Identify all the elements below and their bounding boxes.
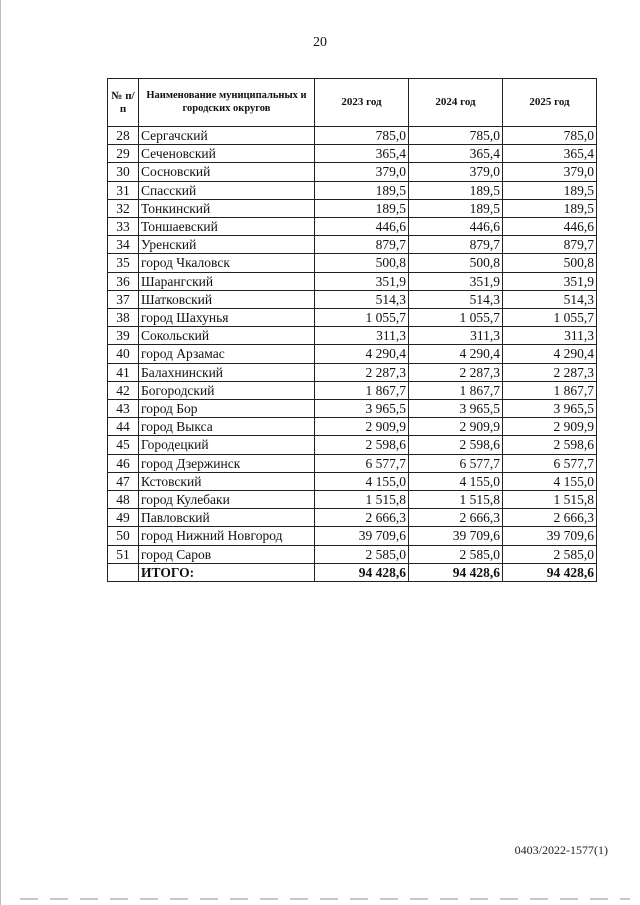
row-value-2023: 879,7 (315, 236, 409, 254)
budget-table (107, 78, 597, 582)
row-value-2023: 785,0 (315, 127, 409, 145)
row-name: Павловский (139, 509, 315, 527)
table-row (108, 381, 597, 399)
header-2024: 2024 год (409, 79, 503, 127)
row-value-2023: 6 577,7 (315, 454, 409, 472)
row-name: Сосновский (139, 163, 315, 181)
row-num: 38 (108, 309, 139, 327)
row-value-2024: 379,0 (409, 163, 503, 181)
row-num: 46 (108, 454, 139, 472)
table-row (108, 400, 597, 418)
table-row (108, 509, 597, 527)
table-row (108, 254, 597, 272)
row-num: 45 (108, 436, 139, 454)
row-value-2024: 1 867,7 (409, 381, 503, 399)
table-row (108, 145, 597, 163)
row-value-2025: 879,7 (503, 236, 597, 254)
table-body (108, 127, 597, 564)
table-row (108, 454, 597, 472)
row-value-2024: 1 055,7 (409, 309, 503, 327)
row-num: 33 (108, 218, 139, 236)
row-value-2025: 311,3 (503, 327, 597, 345)
table-row (108, 327, 597, 345)
row-name: Уренский (139, 236, 315, 254)
row-value-2024: 3 965,5 (409, 400, 503, 418)
row-value-2023: 2 909,9 (315, 418, 409, 436)
table-row (108, 545, 597, 563)
row-name: Тонкинский (139, 199, 315, 217)
total-2024: 94 428,6 (409, 563, 503, 581)
table-row (108, 290, 597, 308)
row-value-2024: 446,6 (409, 218, 503, 236)
row-num: 39 (108, 327, 139, 345)
row-num: 31 (108, 181, 139, 199)
row-value-2025: 2 585,0 (503, 545, 597, 563)
header-2023: 2023 год (315, 79, 409, 127)
row-value-2024: 351,9 (409, 272, 503, 290)
row-value-2024: 189,5 (409, 181, 503, 199)
row-value-2025: 189,5 (503, 199, 597, 217)
row-value-2024: 311,3 (409, 327, 503, 345)
table-row (108, 272, 597, 290)
table-row (108, 218, 597, 236)
table-header-row (108, 79, 597, 127)
row-name: Шарангский (139, 272, 315, 290)
row-value-2023: 2 287,3 (315, 363, 409, 381)
row-name: город Бор (139, 400, 315, 418)
row-name: город Арзамас (139, 345, 315, 363)
row-name: Спасский (139, 181, 315, 199)
row-value-2025: 514,3 (503, 290, 597, 308)
row-name: Сергачский (139, 127, 315, 145)
row-value-2025: 351,9 (503, 272, 597, 290)
row-value-2025: 1 867,7 (503, 381, 597, 399)
row-value-2024: 514,3 (409, 290, 503, 308)
scan-artifact (20, 898, 630, 900)
row-num: 43 (108, 400, 139, 418)
row-num: 47 (108, 472, 139, 490)
table-row (108, 181, 597, 199)
row-value-2023: 379,0 (315, 163, 409, 181)
row-value-2024: 4 155,0 (409, 472, 503, 490)
row-num: 48 (108, 491, 139, 509)
row-value-2025: 1 515,8 (503, 491, 597, 509)
row-name: Богородский (139, 381, 315, 399)
scan-margin-line (0, 0, 1, 905)
row-name: город Нижний Новгород (139, 527, 315, 545)
row-value-2023: 446,6 (315, 218, 409, 236)
row-value-2025: 4 155,0 (503, 472, 597, 490)
row-num: 28 (108, 127, 139, 145)
row-value-2025: 2 666,3 (503, 509, 597, 527)
row-value-2025: 4 290,4 (503, 345, 597, 363)
row-value-2024: 1 515,8 (409, 491, 503, 509)
row-num: 37 (108, 290, 139, 308)
row-value-2025: 785,0 (503, 127, 597, 145)
row-value-2024: 365,4 (409, 145, 503, 163)
row-num: 30 (108, 163, 139, 181)
document-code: 0403/2022-1577(1) (514, 843, 608, 857)
table-row (108, 472, 597, 490)
row-num: 32 (108, 199, 139, 217)
row-value-2025: 2 287,3 (503, 363, 597, 381)
total-2023: 94 428,6 (315, 563, 409, 581)
row-value-2024: 39 709,6 (409, 527, 503, 545)
table-row (108, 527, 597, 545)
header-num: № п/п (108, 79, 139, 127)
row-value-2023: 514,3 (315, 290, 409, 308)
row-value-2023: 3 965,5 (315, 400, 409, 418)
row-name: город Чкаловск (139, 254, 315, 272)
row-num: 50 (108, 527, 139, 545)
row-value-2023: 4 155,0 (315, 472, 409, 490)
table-row (108, 418, 597, 436)
table-row (108, 199, 597, 217)
row-value-2024: 2 666,3 (409, 509, 503, 527)
row-value-2023: 2 585,0 (315, 545, 409, 563)
row-value-2024: 2 909,9 (409, 418, 503, 436)
table-row (108, 236, 597, 254)
row-value-2024: 6 577,7 (409, 454, 503, 472)
row-num: 35 (108, 254, 139, 272)
total-2025: 94 428,6 (503, 563, 597, 581)
row-value-2023: 351,9 (315, 272, 409, 290)
row-value-2024: 2 598,6 (409, 436, 503, 454)
row-value-2024: 4 290,4 (409, 345, 503, 363)
row-value-2025: 379,0 (503, 163, 597, 181)
row-value-2025: 3 965,5 (503, 400, 597, 418)
row-value-2024: 879,7 (409, 236, 503, 254)
row-name: Сеченовский (139, 145, 315, 163)
table-row (108, 363, 597, 381)
header-2025: 2025 год (503, 79, 597, 127)
row-name: Сокольский (139, 327, 315, 345)
row-value-2024: 500,8 (409, 254, 503, 272)
row-value-2025: 500,8 (503, 254, 597, 272)
total-row (108, 563, 597, 581)
row-value-2023: 311,3 (315, 327, 409, 345)
table-row (108, 127, 597, 145)
row-value-2023: 189,5 (315, 199, 409, 217)
header-name: Наименование муниципальных и городских округов (139, 79, 315, 127)
row-value-2025: 189,5 (503, 181, 597, 199)
row-name: город Дзержинск (139, 454, 315, 472)
row-value-2025: 6 577,7 (503, 454, 597, 472)
row-value-2023: 365,4 (315, 145, 409, 163)
row-num: 49 (108, 509, 139, 527)
row-name: город Кулебаки (139, 491, 315, 509)
row-num: 44 (108, 418, 139, 436)
row-value-2025: 2 909,9 (503, 418, 597, 436)
row-value-2023: 1 055,7 (315, 309, 409, 327)
row-num: 40 (108, 345, 139, 363)
row-value-2024: 2 287,3 (409, 363, 503, 381)
row-value-2024: 785,0 (409, 127, 503, 145)
row-value-2024: 189,5 (409, 199, 503, 217)
row-name: город Выкса (139, 418, 315, 436)
row-name: Шатковский (139, 290, 315, 308)
row-num: 42 (108, 381, 139, 399)
table-row (108, 163, 597, 181)
row-value-2023: 2 598,6 (315, 436, 409, 454)
row-name: город Саров (139, 545, 315, 563)
row-value-2023: 2 666,3 (315, 509, 409, 527)
table-row (108, 309, 597, 327)
table-row (108, 436, 597, 454)
row-value-2023: 1 867,7 (315, 381, 409, 399)
row-num: 51 (108, 545, 139, 563)
row-value-2025: 365,4 (503, 145, 597, 163)
row-value-2023: 189,5 (315, 181, 409, 199)
row-value-2023: 39 709,6 (315, 527, 409, 545)
row-value-2025: 39 709,6 (503, 527, 597, 545)
row-value-2024: 2 585,0 (409, 545, 503, 563)
row-num: 34 (108, 236, 139, 254)
row-name: Городецкий (139, 436, 315, 454)
table-row (108, 491, 597, 509)
row-name: Кстовский (139, 472, 315, 490)
row-value-2025: 2 598,6 (503, 436, 597, 454)
row-name: город Шахунья (139, 309, 315, 327)
row-value-2025: 1 055,7 (503, 309, 597, 327)
row-name: Балахнинский (139, 363, 315, 381)
row-num: 36 (108, 272, 139, 290)
row-value-2023: 500,8 (315, 254, 409, 272)
row-num: 29 (108, 145, 139, 163)
row-value-2025: 446,6 (503, 218, 597, 236)
row-value-2023: 1 515,8 (315, 491, 409, 509)
total-label: ИТОГО: (139, 563, 315, 581)
row-value-2023: 4 290,4 (315, 345, 409, 363)
page-number: 20 (313, 35, 327, 50)
total-num-cell (108, 563, 139, 581)
row-name: Тоншаевский (139, 218, 315, 236)
table-row (108, 345, 597, 363)
row-num: 41 (108, 363, 139, 381)
